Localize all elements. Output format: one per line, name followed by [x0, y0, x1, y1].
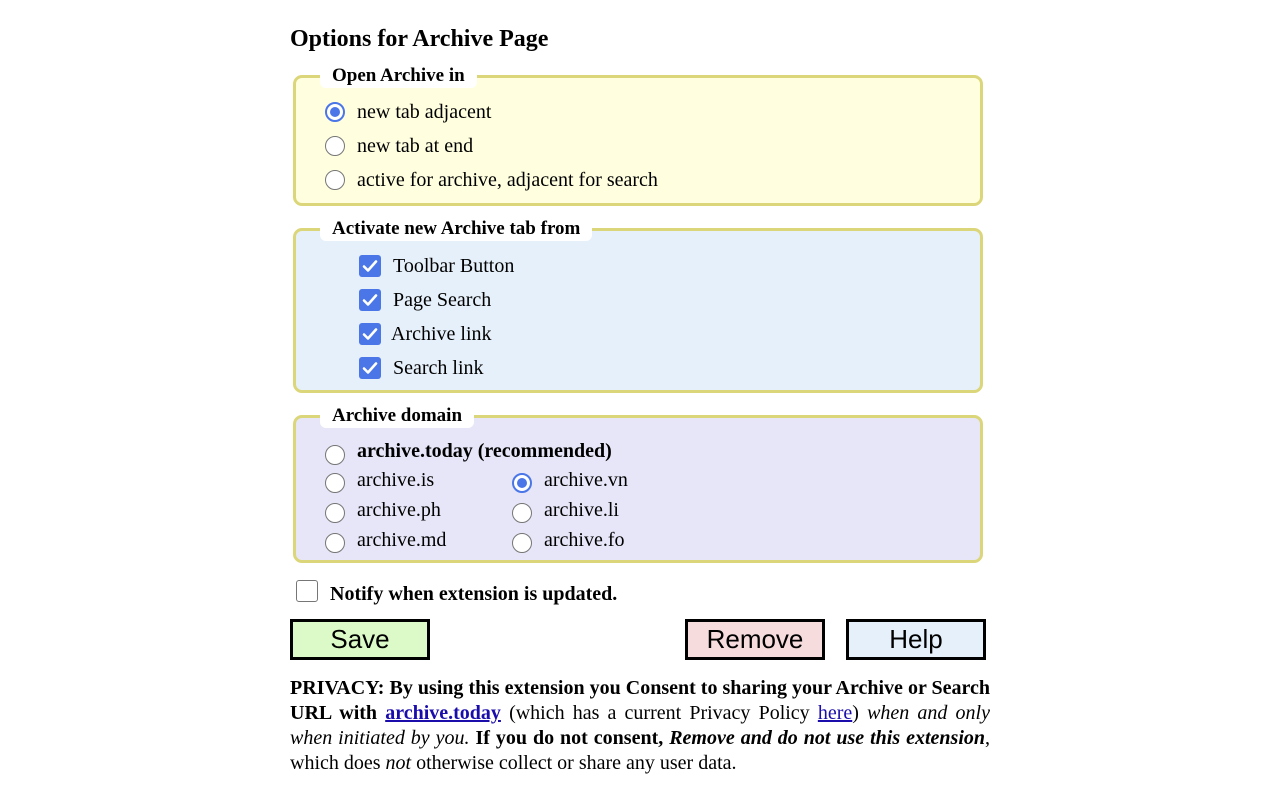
- notify-option[interactable]: [296, 576, 617, 606]
- new-tab-end-radio[interactable]: [325, 136, 345, 156]
- activate-option-search-link[interactable]: [359, 356, 484, 380]
- domain-option-archive-vn[interactable]: [512, 468, 628, 492]
- archive-domain-section: [293, 405, 983, 563]
- active-archive-radio[interactable]: [325, 170, 345, 190]
- activate-tab-legend: Activate new Archive tab from: [320, 217, 592, 241]
- archive-is-label: archive.is: [357, 469, 435, 491]
- archive-fo-radio[interactable]: [512, 533, 532, 553]
- archive-is-radio[interactable]: [325, 473, 345, 493]
- save-button[interactable]: Save: [290, 619, 430, 660]
- open-option-new-tab-end[interactable]: [325, 134, 473, 158]
- search-link-checkbox[interactable]: [359, 357, 381, 379]
- checkmark-icon: [361, 325, 379, 343]
- new-tab-end-label: new tab at end: [357, 135, 474, 157]
- privacy-notice: [290, 676, 990, 776]
- page-search-label: Page Search: [393, 289, 492, 311]
- checkmark-icon: [361, 291, 379, 309]
- archive-today-radio[interactable]: [325, 445, 345, 465]
- open-option-new-tab-adjacent[interactable]: [325, 100, 491, 124]
- archive-li-label: archive.li: [544, 499, 619, 521]
- notify-checkbox[interactable]: [296, 580, 318, 602]
- privacy-policy-link[interactable]: here: [817, 702, 853, 724]
- privacy-text-7: , which does: [290, 727, 990, 774]
- open-option-active-archive[interactable]: [325, 168, 658, 192]
- archive-link-label: Archive link: [391, 323, 492, 345]
- open-archive-section: [293, 65, 983, 206]
- active-archive-label: active for archive, adjacent for search: [357, 169, 658, 191]
- privacy-text-5: If you do not consent,: [469, 727, 670, 749]
- new-tab-adjacent-radio[interactable]: [325, 102, 345, 122]
- toolbar-button-label: Toolbar Button: [393, 255, 515, 277]
- checkmark-icon: [361, 359, 379, 377]
- archive-md-radio[interactable]: [325, 533, 345, 553]
- archive-vn-label: archive.vn: [544, 469, 628, 491]
- page-title: Options for Archive Page: [290, 26, 549, 52]
- archive-domain-legend: Archive domain: [320, 404, 474, 428]
- archive-today-link[interactable]: archive.today: [385, 702, 501, 724]
- domain-option-archive-li[interactable]: [512, 498, 619, 522]
- open-archive-legend: Open Archive in: [320, 64, 477, 88]
- domain-option-archive-is[interactable]: [325, 468, 434, 492]
- archive-vn-radio[interactable]: [512, 473, 532, 493]
- domain-option-archive-md[interactable]: [325, 528, 446, 552]
- archive-link-checkbox[interactable]: [359, 323, 381, 345]
- activate-tab-section: [293, 218, 983, 393]
- activate-option-page-search[interactable]: [359, 288, 491, 312]
- remove-button[interactable]: Remove: [685, 619, 825, 660]
- activate-option-toolbar[interactable]: [359, 254, 514, 278]
- search-link-label: Search link: [393, 357, 484, 379]
- archive-li-radio[interactable]: [512, 503, 532, 523]
- privacy-text-8: not: [385, 752, 412, 774]
- domain-option-archive-today[interactable]: [325, 439, 612, 463]
- new-tab-adjacent-label: new tab adjacent: [357, 101, 492, 123]
- help-button[interactable]: Help: [846, 619, 986, 660]
- toolbar-button-checkbox[interactable]: [359, 255, 381, 277]
- checkmark-icon: [361, 257, 379, 275]
- options-page: [290, 24, 990, 774]
- archive-md-label: archive.md: [357, 529, 447, 551]
- domain-option-archive-ph[interactable]: [325, 498, 441, 522]
- privacy-text-4: when and only when initiated by you.: [290, 702, 990, 749]
- domain-option-archive-fo[interactable]: [512, 528, 625, 552]
- privacy-text-1: PRIVACY: By using this extension you Consent to sharing your Archive or Search URL with: [290, 677, 990, 724]
- archive-today-label: archive.today (recommended): [357, 440, 612, 462]
- archive-ph-label: archive.ph: [357, 499, 441, 521]
- page-search-checkbox[interactable]: [359, 289, 381, 311]
- archive-fo-label: archive.fo: [544, 529, 625, 551]
- archive-ph-radio[interactable]: [325, 503, 345, 523]
- privacy-text-3: ): [852, 702, 868, 724]
- activate-option-archive-link[interactable]: [359, 322, 492, 346]
- privacy-text-9: otherwise collect or share any user data.: [411, 752, 737, 774]
- privacy-text-2: (which has a current Privacy Policy: [500, 702, 818, 724]
- privacy-text-6: Remove and do not use this extension: [669, 727, 985, 749]
- notify-label: Notify when extension is updated.: [330, 583, 618, 605]
